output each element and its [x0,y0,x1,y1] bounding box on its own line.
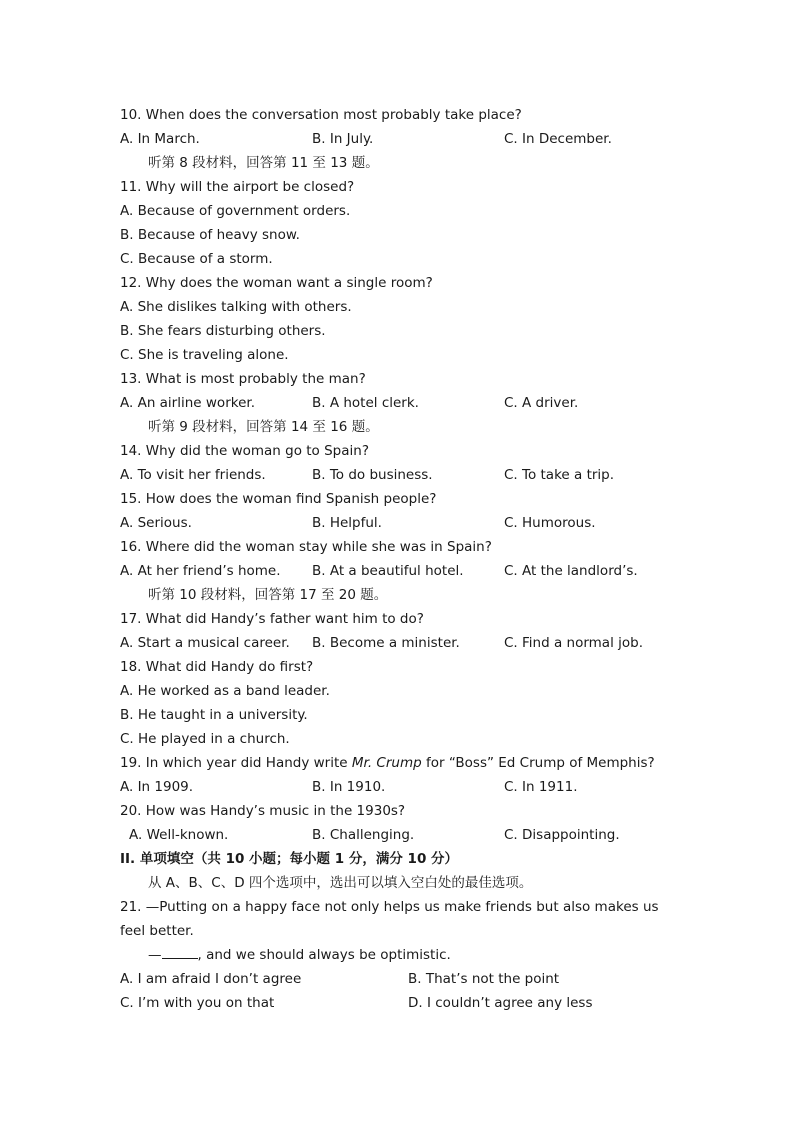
option-c: C. To take a trip. [504,467,615,483]
option-b: B. In July. [312,131,374,147]
option-a: A. He worked as a band leader. [120,683,330,699]
option-b: B. In 1910. [312,779,386,795]
option-a: A. At her friend’s home. [120,563,281,579]
option-b: B. Challenging. [312,827,415,843]
option-a: A. An airline worker. [120,395,255,411]
question-20-options [120,823,680,847]
song-title: Mr. Crump [351,755,422,771]
question-19-stem-start: 19. In which year did Handy write [120,755,352,771]
option-c: C. He played in a church. [120,731,290,747]
question-10-stem: 10. When does the conversation most probably take place? [120,107,522,123]
option-c: C. At the landlord’s. [504,563,638,579]
option-b: B. A hotel clerk. [312,395,419,411]
question-21-options-row-1 [120,967,680,991]
question-10-options [120,127,680,151]
option-b: B. To do business. [312,467,433,483]
section-10-instruction: 听第 10 段材料，回答第 17 至 20 题。 [148,587,388,603]
part-2-instruction: 从 A、B、C、D 四个选项中，选出可以填入空白处的最佳选项。 [148,875,533,891]
option-c: C. Because of a storm. [120,251,273,267]
reply-dash: — [148,947,162,963]
option-a: A. She dislikes talking with others. [120,299,352,315]
option-c: C. Find a normal job. [504,635,643,651]
option-a: A. Serious. [120,515,192,531]
reply-text: , and we should always be optimistic. [197,947,451,963]
option-a: A. Because of government orders. [120,203,351,219]
option-b: B. That’s not the point [408,971,560,987]
option-a: A. To visit her friends. [120,467,266,483]
question-21-reply [120,943,680,967]
question-15-options [120,511,680,535]
option-a: A. In March. [120,131,200,147]
exam-content [120,103,680,1015]
option-b: B. He taught in a university. [120,707,308,723]
question-12-stem: 12. Why does the woman want a single room? [120,275,433,291]
question-19-stem [120,751,680,775]
option-b: B. At a beautiful hotel. [312,563,464,579]
option-b: B. She fears disturbing others. [120,323,326,339]
option-a: A. In 1909. [120,779,194,795]
option-a: A. Start a musical career. [120,635,290,651]
section-8-instruction: 听第 8 段材料，回答第 11 至 13 题。 [148,155,379,171]
part-2-heading: II. 单项填空（共 10 小题；每小题 1 分，满分 10 分） [120,851,459,867]
question-14-stem: 14. Why did the woman go to Spain? [120,443,369,459]
question-11-stem: 11. Why will the airport be closed? [120,179,355,195]
question-13-options [120,391,680,415]
question-17-stem: 17. What did Handy’s father want him to do? [120,611,424,627]
option-c: C. Humorous. [504,515,596,531]
option-b: B. Become a minister. [312,635,460,651]
option-c: C. I’m with you on that [120,995,275,1011]
question-18-stem: 18. What did Handy do first? [120,659,314,675]
question-20-stem: 20. How was Handy’s music in the 1930s? [120,803,406,819]
question-17-options [120,631,680,655]
question-15-stem: 15. How does the woman find Spanish people? [120,491,437,507]
option-c: C. A driver. [504,395,579,411]
question-16-stem: 16. Where did the woman stay while she was in Spain? [120,539,492,555]
option-c: C. In 1911. [504,779,578,795]
option-c: C. In December. [504,131,612,147]
option-b: B. Because of heavy snow. [120,227,300,243]
question-19-options [120,775,680,799]
option-a: A. I am afraid I don’t agree [120,971,302,987]
section-9-instruction: 听第 9 段材料，回答第 14 至 16 题。 [148,419,379,435]
question-21-stem: 21. —Putting on a happy face not only helps us make friends but also makes us feel better. [120,899,659,939]
answer-blank [162,944,198,959]
option-c: C. Disappointing. [504,827,620,843]
question-13-stem: 13. What is most probably the man? [120,371,366,387]
question-21-options-row-2 [120,991,680,1015]
option-c: C. She is traveling alone. [120,347,289,363]
option-a: A. Well-known. [129,827,229,843]
question-16-options [120,559,680,583]
question-19-stem-end: for “Boss” Ed Crump of Memphis? [421,755,655,771]
option-b: B. Helpful. [312,515,382,531]
option-d: D. I couldn’t agree any less [408,995,593,1011]
question-14-options [120,463,680,487]
